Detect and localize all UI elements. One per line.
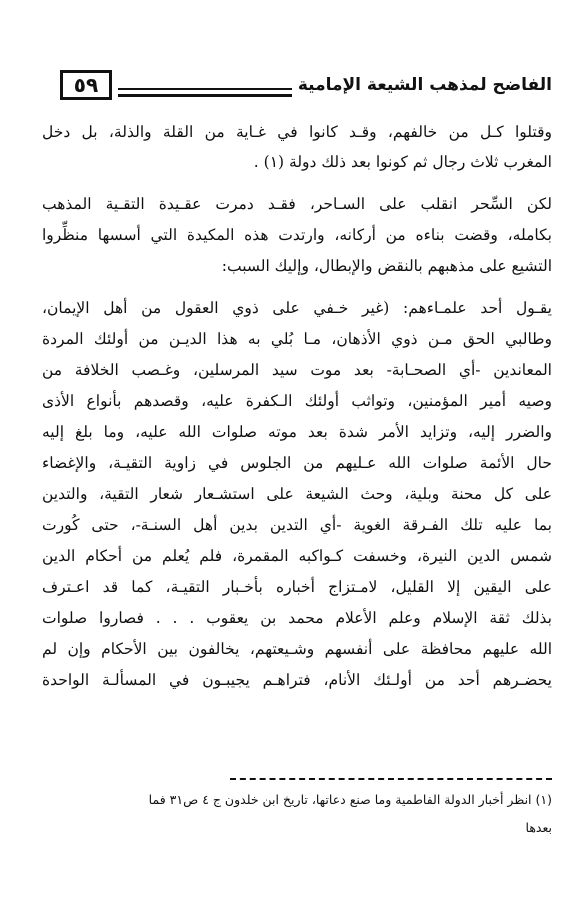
- text-line: بما عليه تلك الفـرقة الغوية -أي التدين بدين أهل السنـة-، حتى كُورت: [42, 516, 552, 534]
- running-title: الفاضح لمذهب الشيعة الإمامية: [292, 70, 552, 100]
- text-line: بكامله، وقضت بناءه من أركانه، وارتدت هذه المكيدة التي أسسها منظِّروا: [42, 226, 552, 244]
- text-line: على كل محنة وبلية، وحث الشيعة على استشـعار شعار التقية، والتدين: [42, 485, 552, 503]
- text-line: بذلك ثقة الإسلام وعلم الأعلام محمد بن يعقوب . . . فصاروا صلوات: [42, 609, 552, 627]
- text-line: لكن السِّحر انقلب على السـاحر، فقـد دمرت عقـيدة التقـية المذهب: [42, 195, 552, 213]
- footnote-line: (١) انظر أخبار الدولة الفاطمية وما صنع دعاتها، تاريخ ابن خلدون ج ٤ ص٣١ فما: [148, 792, 552, 807]
- page-header: [60, 70, 552, 104]
- text-line: وصيه أمير المؤمنين، وتواثب أولئك الـكفرة عليه، وقصدهم بأنواع الأذى: [42, 392, 552, 410]
- text-line: يحضـرهم أحد من أولـئك الأنام، فتراهـم يجيبـون في المسألـة الواحدة: [42, 671, 552, 689]
- text-line: والضرر إليه، وتزايد الأمر شدة بعد موته صلوات الله عليه، وما بلغ إليه: [42, 423, 552, 441]
- text-line: الله عليهم محافظة على أنفسهم وشـيعتهم، يخالفون بين الأحكام وإن لم: [42, 640, 552, 658]
- text-line: حال الأئمة صلوات الله عـليهم من الجلوس في زاوية التقيـة، والإغضاء: [42, 454, 552, 472]
- body-text: [42, 117, 552, 777]
- text-line: شمس الدين النيرة، وخسفت كـواكبه المقمرة، فلم يُعلم من أحكام الدين: [42, 547, 552, 565]
- text-line: يقـول أحد علمـاءهم: (غير خـفي على ذوي العقول من أهل الإيمان،: [42, 299, 552, 317]
- text-line: وقتلوا كـل من خالفهم، وقـد كانوا في غـاية من القلة والذلة، بل دخل: [42, 123, 552, 141]
- text-line: المعاندين -أي الصحـابة- بعد موت سيد المرسلين، وغـصب الخلافة من: [42, 361, 552, 379]
- text-line: على اليقين إلا القليل، لامـتزاج أخباره بأخـبار التقيـة، كما قد اعـترف: [42, 578, 552, 596]
- footnote: [42, 788, 552, 848]
- page-number: ٥٩: [60, 70, 112, 100]
- text-line: وطالبي الحق مـن ذوي الأذهان، مـا بُلي به هذا الديـن من أولئك المردة: [42, 330, 552, 348]
- text-line: التشيع على مذهبهم بالنقض والإبطال، وإليك السبب:: [221, 257, 552, 275]
- footnote-line: بعدها: [525, 820, 552, 835]
- text-line: المغرب ثلاث رجال ثم كونوا بعد ذلك دولة (١) .: [253, 153, 552, 171]
- footnote-separator: [230, 778, 552, 780]
